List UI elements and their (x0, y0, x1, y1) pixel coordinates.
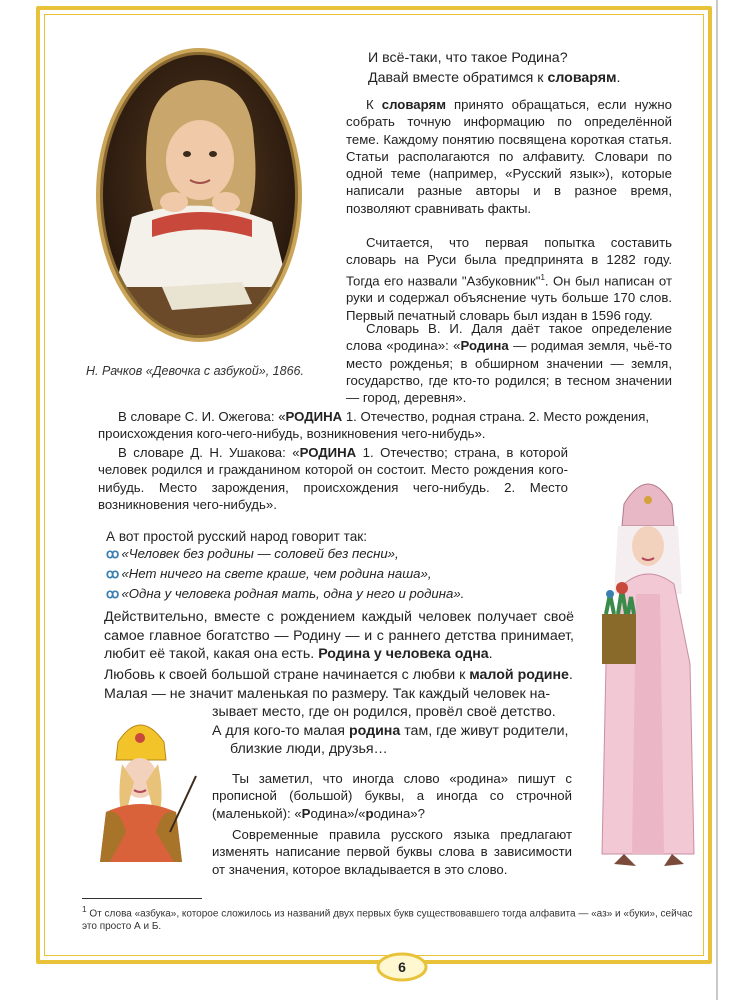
footnote-ref: 1 (540, 272, 545, 282)
footnote-text: От слова «азбука», которое сложилось из названий двух первых букв существовавшего тогда алфавита — «аз» и «буки», сейчас это просто А и Б. (82, 908, 693, 933)
p6-bold-2: р (365, 805, 374, 821)
proverb-item (106, 544, 486, 564)
page-edge (714, 0, 750, 1000)
illustration-girl-with-pointer (90, 712, 200, 864)
p1-a: К (366, 97, 382, 112)
page-number: 6 (398, 959, 406, 975)
p2-b: . Он был написан от руки и содержал объяснение чуть больше 170 слов. Первый печатный словарь был издан в 1596 году. (346, 272, 672, 323)
swirl-icon: ꝏ (106, 546, 120, 561)
paragraph-dictionaries (346, 96, 672, 217)
painting-girl-with-alphabet (92, 42, 306, 348)
p5-line-3: зывает место, где он родился, провёл своё детство. (212, 704, 556, 721)
paragraph-capital-letter (212, 770, 572, 822)
footnote-number: 1 (82, 904, 87, 914)
paragraph-ushakov (98, 444, 568, 513)
intro-text: Давай вместе обратимся к (368, 70, 548, 86)
p3-c: — родимая земля, чьё-то место рожденья; в обширном значении — земля, государство, где кто-то родился; в тесном значении — город, деревня». (346, 338, 672, 406)
proverb-list (106, 544, 486, 604)
p1-c: принято обращаться, если нужно собрать точную информацию по определённой теме. Каждому понятию посвящена короткая статья. Статьи располагаются по алфавиту. Словари по одной теме (например, «Русский язык»), которые написали разные авторы и в разное время, позволяют сравнивать факты. (346, 97, 672, 216)
p6-bold-1: Р (301, 805, 311, 821)
page-edge-line (716, 0, 718, 1000)
ozhegov-c: 1. Отечество, родная страна. 2. Место рождения, происхождения кого-чего-нибудь, возникновения чего-нибудь». (98, 409, 650, 442)
page-number-badge (376, 952, 428, 982)
p4-c: . (488, 646, 493, 663)
paragraph-ozhegov (98, 408, 712, 443)
paragraph-modern-rules: Современные правила русского языка предлагают изменять написание первой буквы слова в зависимости от значения, которое вкладывается в это слово. (212, 827, 572, 877)
painting-caption: Н. Рачков «Девочка с азбукой», 1866. (86, 364, 304, 378)
p6-text: Ты заметил, что иногда слово «родина» пишут с прописной (большой) буквы, а иногда со строчной (маленькой): « (212, 771, 572, 821)
p5-l4-c: там, где живут родители, (400, 722, 569, 739)
intro-bold: словарям (547, 70, 617, 86)
p5-line-2: Малая — не значит маленькая по размеру. Так каждый человек на- (104, 685, 551, 702)
swirl-icon: ꝏ (106, 586, 120, 601)
p5-c: . (568, 667, 573, 683)
paragraph-homeland-one (104, 608, 574, 664)
paragraph-first-dictionary (346, 234, 672, 324)
p2-a: Считается, что первая попытка составить словарь на Руси была предпринята в 1282 году. Тогда его назвали "Азбуковник" (346, 235, 672, 288)
p5-l4-a: А для кого-то малая (212, 722, 349, 739)
proverb-item (106, 564, 486, 584)
p1-bold: словарям (381, 97, 446, 112)
intro-end: . (616, 70, 621, 86)
ozhegov-a: В словаре С. И. Ожегова: « (118, 409, 286, 424)
p5-bold: малой родине (469, 667, 569, 683)
footnote (82, 903, 702, 933)
ushakov-c: 1. Отечество; страна, в которой человек родился и гражданином которой он состоит. Место рождения кого-нибудь. Место зарождения, происхождения чего-нибудь. 2. Место возникновения чего-нибудь». (98, 445, 568, 512)
ozhegov-bold: РОДИНА (285, 409, 343, 424)
proverb-text: «Человек без родины — соловей без песни», (121, 546, 399, 561)
intro-line-1: И всё-таки, что такое Родина? (368, 50, 568, 66)
ushakov-bold: РОДИНА (299, 445, 357, 460)
ushakov-a: В словаре Д. Н. Ушакова: « (118, 445, 300, 460)
p4-a: Действительно, вместе с рождением каждый человек получает своё самое главное богатство — Родину — и с раннего детства принимает, любит её такой, какая она есть. (104, 609, 574, 663)
p5-a: Любовь к своей большой стране начинается с любви к (104, 667, 470, 683)
intro (368, 48, 668, 88)
swirl-icon: ꝏ (106, 566, 120, 581)
proverb-item (106, 584, 486, 604)
proverbs-lead: А вот простой русский народ говорит так: (106, 529, 367, 544)
p6-end: одина»? (373, 805, 425, 821)
p6-mid: одина»/« (310, 805, 366, 821)
illustration-woman-kokoshnik (584, 464, 712, 874)
proverb-text: «Нет ничего на свете краше, чем родина наша», (121, 566, 432, 581)
p3-bold: Родина (460, 338, 509, 354)
proverb-text: «Одна у человека родная мать, одна у него и родина». (121, 586, 465, 601)
p4-bold: Родина у человека одна (318, 646, 489, 663)
p5-l4-bold: родина (348, 722, 401, 739)
p3-a: Словарь В. И. Даля даёт такое определение слова «родина»: « (346, 321, 672, 354)
p5-line-5: близкие люди, друзья… (230, 741, 388, 758)
paragraph-dal (346, 320, 672, 406)
footnote-divider (82, 898, 202, 899)
p5-line-1 (104, 666, 574, 685)
intro-line-2 (368, 68, 668, 88)
